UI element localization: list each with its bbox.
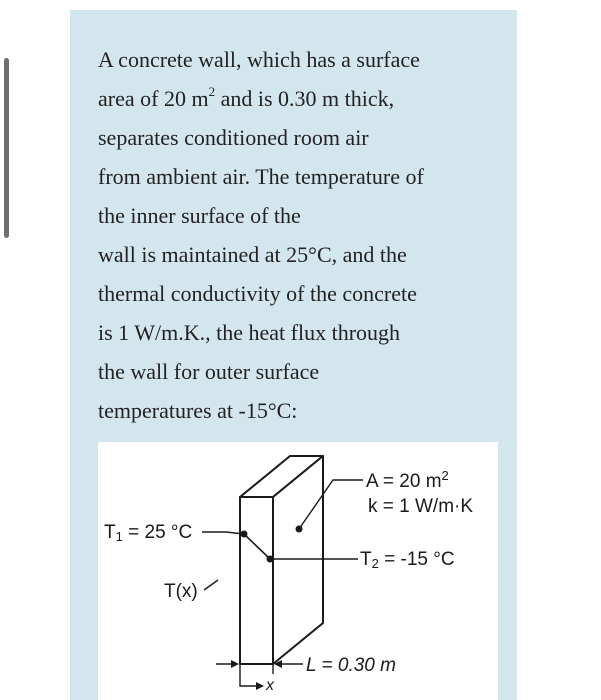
leader-t1 xyxy=(202,532,244,534)
problem-line: from ambient air. The temperature of xyxy=(98,164,424,189)
problem-line: the inner surface of the xyxy=(98,203,301,228)
wall-front-face xyxy=(240,497,273,664)
wall-diagram xyxy=(98,442,498,700)
problem-line: is 1 W/m.K., the heat flux through xyxy=(98,320,401,345)
problem-line: separates conditioned room air xyxy=(98,125,369,150)
problem-line: temperatures at -15°C: xyxy=(98,398,298,423)
leader-tx xyxy=(204,580,218,590)
problem-line: area of 20 $m^2$ and is 0.30 m thick, xyxy=(98,83,395,111)
t1-label: $T_1 = 25$ °C xyxy=(104,522,193,544)
t2-label: $T_2 = -15$ °C xyxy=(360,549,455,571)
area-exponent: 2 xyxy=(208,83,216,99)
problem-statement xyxy=(98,40,508,430)
problem-line: A concrete wall, which has a surface xyxy=(98,47,420,72)
conductivity-label: k = 1 W/m·K xyxy=(368,496,474,517)
x-axis-label: x xyxy=(266,677,274,694)
problem-line: wall is maintained at 25°C, and the xyxy=(98,242,407,267)
x-axis-arrow xyxy=(256,682,264,690)
area-label: A = 20 $m^2$ xyxy=(366,468,449,492)
thickness-label: L = 0.30 m xyxy=(306,655,396,676)
problem-line: thermal conductivity of the concrete xyxy=(98,281,417,306)
question-card xyxy=(70,10,517,700)
dim-arrow-left xyxy=(231,660,239,668)
problem-line: the wall for outer surface xyxy=(98,359,320,384)
scrollbar[interactable] xyxy=(4,58,9,238)
tx-label: T(x) xyxy=(164,581,198,602)
